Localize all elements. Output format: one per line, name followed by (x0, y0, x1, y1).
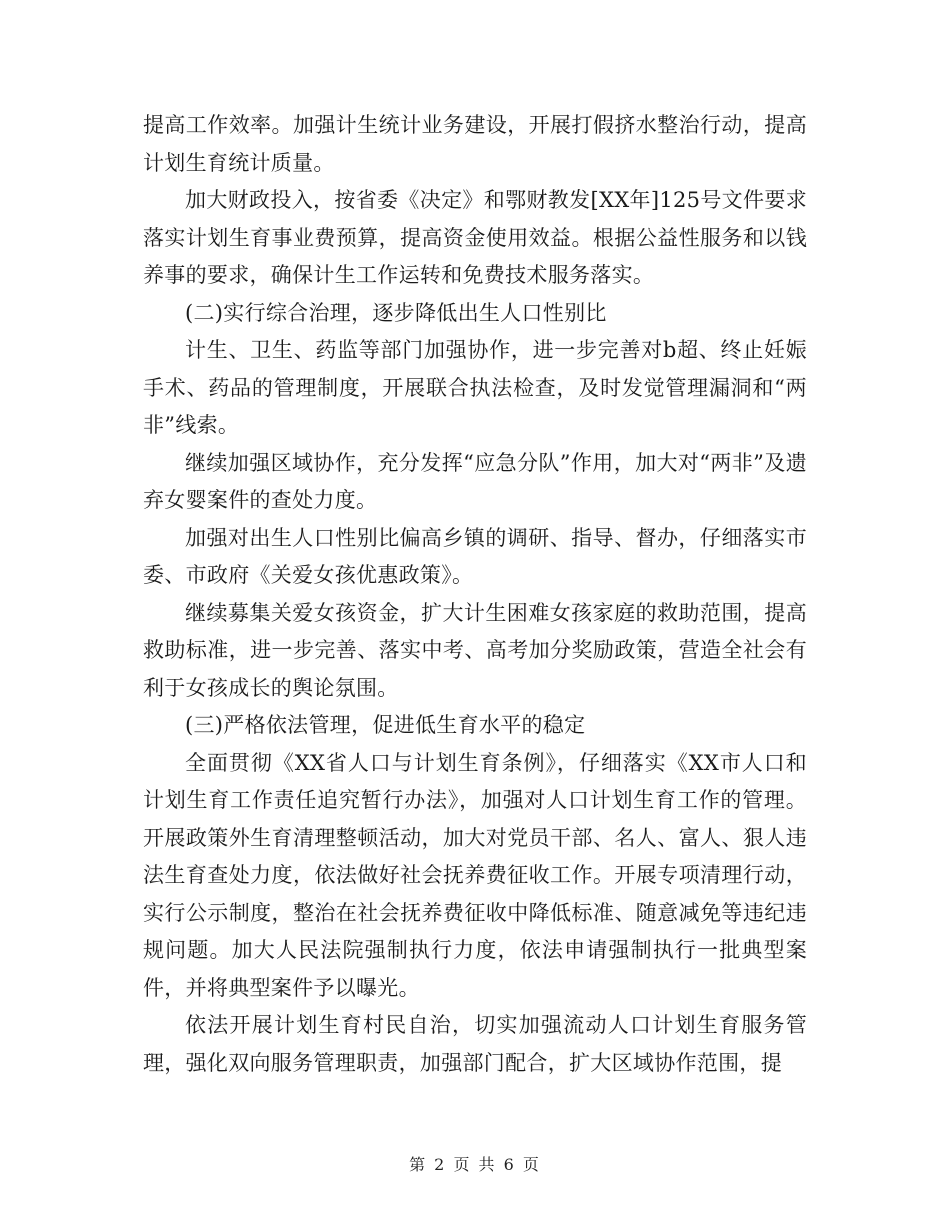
paragraph-8: 依法开展计划生育村民自治，切实加强流动人口计划生育服务管理，强化双向服务管理职责，加强部门配合，扩大区域协作范围，提 (143, 1013, 807, 1075)
paragraph-1: 提高工作效率。加强计生统计业务建设，开展打假挤水整治行动，提高计划生育统计质量。 (143, 113, 807, 175)
section-heading-3: (三)严格依法管理，促进低生育水平的稳定 (185, 713, 586, 737)
paragraph-4: 继续加强区域协作，充分发挥“应急分队”作用，加大对“两非”及遗弃女婴案件的查处力度。 (143, 450, 807, 512)
paragraph-2: 加大财政投入，按省委《决定》和鄂财教发[XX年]125号文件要求落实计划生育事业费预算，提高资金使用效益。根据公益性服务和以钱养事的要求，确保计生工作运转和免费技术服务落实。 (143, 188, 807, 287)
paragraph-6: 继续募集关爱女孩资金，扩大计生困难女孩家庭的救助范围，提高救助标准，进一步完善、落实中考、高考加分奖励政策，营造全社会有利于女孩成长的舆论氛围。 (143, 600, 807, 700)
page-body (143, 107, 807, 1082)
paragraph-7: 全面贯彻《XX省人口与计划生育条例》，仔细落实《XX市人口和计划生育工作责任追究暂行办法》，加强对人口计划生育工作的管理。开展政策外生育清理整顿活动，加大对党员干部、名人、富人、狠人违法生育查处力度，依法做好社会抚养费征收工作。开展专项清理行动，实行公示制度，整治在社会抚养费征收中降低标准、随意减免等违纪违规问题。加大人民法院强制执行力度，依法申请强制执行一批典型案件，并将典型案件予以曝光。 (143, 750, 807, 1000)
paragraph-3: 计生、卫生、药监等部门加强协作，进一步完善对b超、终止妊娠手术、药品的管理制度，开展联合执法检查，及时发觉管理漏洞和“两非”线索。 (143, 338, 807, 437)
page-number-footer: 第 2 页 共 6 页 (409, 1155, 541, 1174)
section-heading-2: (二)实行综合治理，逐步降低出生人口性别比 (185, 300, 607, 325)
paragraph-5: 加强对出生人口性别比偏高乡镇的调研、指导、督办，仔细落实市委、市政府《关爱女孩优惠政策》。 (143, 525, 807, 587)
